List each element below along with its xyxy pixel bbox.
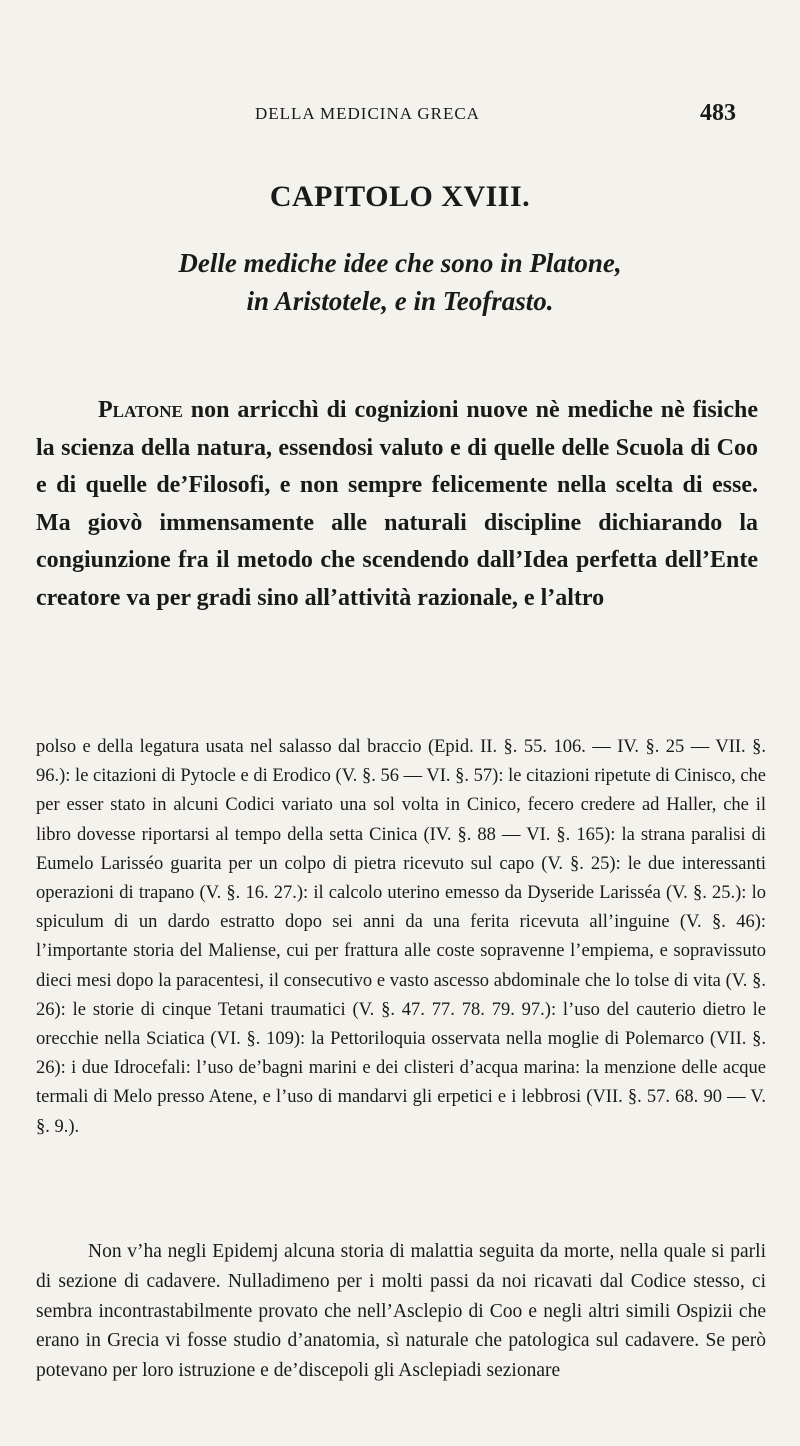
main-paragraph-text: non arricchì di cognizioni nuove nè mediche nè fisiche la scienza della natura, essendosi valuto e di quelle delle Scuola di Coo e di quelle de’Filosofi, e non sempre felicemente nella scelta di esse. Ma giovò immensamente alle naturali discipline dichiarando la congiunzione fra il metodo che scendendo dall’Idea perfetta dell’Ente creatore va per gradi sino all’attività razionale, e l’altro [36, 397, 758, 611]
main-paragraph [36, 392, 758, 617]
running-head [0, 100, 800, 130]
second-paragraph [36, 1237, 766, 1386]
page-number: 483 [700, 100, 736, 126]
running-title: DELLA MEDICINA GRECA [255, 104, 480, 123]
chapter-subtitle-line-2: in Aristotele, e in Teofrasto. [246, 286, 554, 316]
opening-word: Platone [98, 397, 183, 423]
footnote-text: polso e della legatura usata nel salasso dal braccio (Epid. II. §. 55. 106. — IV. §. 25 — VII. §. 96.): le citazioni di Pytocle e di Erodico (V. §. 56 — VI. §. 57): le citazioni ripetute di Cinisco, che per esser stato in alcuni Codici variato una sol volta in Cinico, fecero credere ad Haller, che il libro dovesse riportarsi al tempo della setta Cinica (IV. §. 88 — VI. §. 165): la strana paralisi di Eumelo Larisséo guarita per un colpo di pietra ricevuto sul capo (V. §. 25): le due interessanti operazioni di trapano (V. §. 16. 27.): il calcolo uterino emesso da Dyseride Larisséa (V. §. 25.): lo spiculum di un dardo estratto dopo sei anni da una ferita ricevuta all’inguine (V. §. 46): l’importante storia del Maliense, cui per frattura alle coste sopravenne l’empiema, e sopravissuto dieci mesi dopo la paracentesi, il consecutivo e vasto ascesso abdominale che lo tolse di vita (V. §. 26): le storie di cinque Tetani traumatici (V. §. 47. 77. 78. 79. 97.): l’uso del cauterio dietro le orecchie nella Sciatica (VI. §. 109): la Pettoriloquia osservata nella moglie di Polemarco (VII. §. 26): i due Idrocefali: l’uso de’bagni marini e dei clisteri d’acqua marina: la menzione delle acque termali di Melo presso Atene, e l’uso di mandarvi gli erpetici e i lebbrosi (VII. §. 57. 68. 90 — V. §. 9.). [36, 737, 766, 1137]
chapter-title: CAPITOLO XVIII. [269, 180, 531, 213]
chapter-subtitle-line-1: Delle mediche idee che sono in Platone, [178, 248, 622, 278]
second-paragraph-text: Non v’ha negli Epidemj alcuna storia di malattia seguita da morte, nella quale si parli di sezione di cadavere. Nulladimeno per i molti passi da noi ricavati dal Codice stesso, ci sembra incontrastabilmente provato che nell’Asclepio di Coo e negli altri simili Ospizii che erano in Grecia vi fosse studio d’anatomia, sì naturale che patologica sul cadavere. Se però potevano per loro istruzione e de’discepoli gli Asclepiadi sezionare [36, 1241, 766, 1382]
footnote [36, 733, 766, 1142]
